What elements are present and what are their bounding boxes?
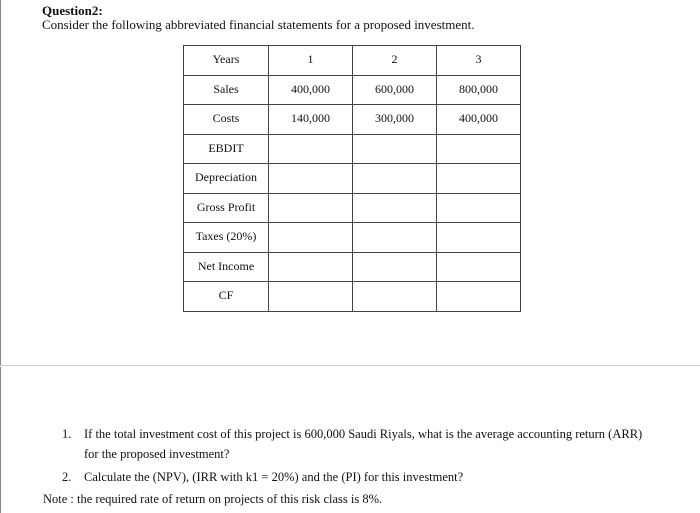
task-number: 2.: [62, 470, 72, 484]
table-cell: [353, 282, 437, 312]
table-cell: [269, 282, 353, 312]
note: Note : the required rate of return on projects of this risk class is 8%.: [43, 492, 383, 506]
table-cell: [437, 223, 521, 253]
table-header-row: [184, 46, 521, 76]
table-row: [184, 282, 521, 312]
row-label: Depreciation: [184, 164, 269, 194]
table-row: [184, 105, 521, 135]
task-text: If the total investment cost of this project is 600,000 Saudi Riyals, what is the average accounting return (ARR): [84, 427, 643, 441]
table-cell: 400,000: [437, 105, 521, 135]
table-cell: [353, 223, 437, 253]
header-cell: 2: [353, 46, 437, 76]
table-row: [184, 252, 521, 282]
header-cell: 1: [269, 46, 353, 76]
table-cell: [353, 193, 437, 223]
row-label: Net Income: [184, 252, 269, 282]
row-label: Costs: [184, 105, 269, 135]
table-row: [184, 75, 521, 105]
table-cell: 400,000: [269, 75, 353, 105]
table-cell: [269, 193, 353, 223]
row-label: Sales: [184, 75, 269, 105]
table-cell: 800,000: [437, 75, 521, 105]
table-cell: [269, 134, 353, 164]
row-label: CF: [184, 282, 269, 312]
table-cell: [437, 252, 521, 282]
table-cell: [437, 193, 521, 223]
row-label: Gross Profit: [184, 193, 269, 223]
task-number: 1.: [62, 427, 72, 441]
table-cell: [269, 164, 353, 194]
task-text: Calculate the (NPV), (IRR with k1 = 20%) and the (PI) for this investment?: [84, 470, 464, 484]
row-label: EBDIT: [184, 134, 269, 164]
row-label: Taxes (20%): [184, 223, 269, 253]
table-cell: 300,000: [353, 105, 437, 135]
task-item-1: [62, 427, 642, 442]
header-cell: 3: [437, 46, 521, 76]
financial-statements-table: [183, 45, 521, 312]
table-cell: [437, 134, 521, 164]
table-cell: 140,000: [269, 105, 353, 135]
question-intro: Consider the following abbreviated financial statements for a proposed investment.: [42, 17, 475, 32]
table-row: [184, 223, 521, 253]
table-row: [184, 193, 521, 223]
table-row: [184, 134, 521, 164]
task-item-1-continuation: for the proposed investment?: [84, 447, 230, 461]
table-cell: [353, 134, 437, 164]
task-item-2: [62, 470, 463, 485]
table-row: [184, 164, 521, 194]
table-cell: [269, 252, 353, 282]
table-cell: [437, 164, 521, 194]
table-cell: [269, 223, 353, 253]
question-title: Question2:: [42, 3, 103, 18]
table-cell: [353, 164, 437, 194]
header-cell: Years: [184, 46, 269, 76]
table-cell: 600,000: [353, 75, 437, 105]
table-cell: [437, 282, 521, 312]
table-cell: [353, 252, 437, 282]
